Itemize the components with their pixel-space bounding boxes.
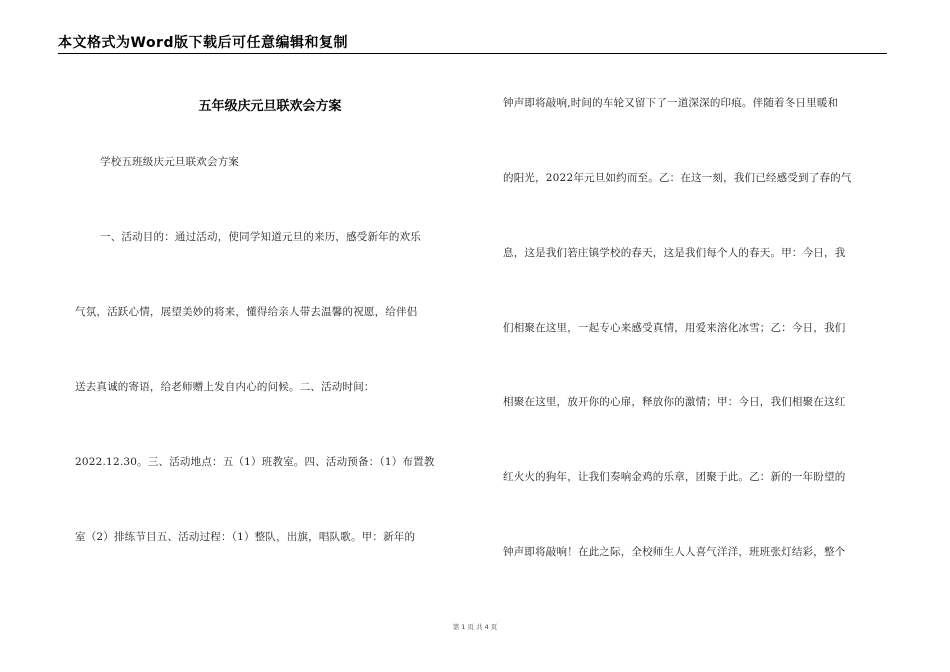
- right-line-5: 红火火的狗年，让我们奏响金鸡的乐章，团聚于此。乙：新的一年盼望的: [503, 471, 846, 483]
- page-title: 五年级庆元旦联欢会方案: [198, 99, 342, 114]
- right-line-3: 们相聚在这里，一起专心来感受真情，用爱来溶化冰雪；乙：今日，我们: [503, 322, 846, 334]
- page-footer: 第 1 页 共 4 页: [452, 623, 498, 631]
- right-line-6: 钟声即将敲响！在此之际，全校师生人人喜气洋洋，班班张灯结彩，整个: [503, 546, 846, 558]
- left-line-3: 送去真诚的寄语，给老师赠上发自内心的问候。二、活动时间：: [75, 381, 375, 393]
- left-line-2: 气氛，活跃心情，展望美妙的将来，懂得给亲人带去温馨的祝愿，给伴侣: [75, 306, 418, 318]
- right-line-1: 的阳光，2022年元旦如约而至。乙：在这一刻，我们已经感受到了春的气: [503, 172, 852, 184]
- right-line-4: 相聚在这里，放开你的心扉，释放你的激情；甲：今日，我们相聚在这红: [503, 396, 846, 408]
- left-line-0: 学校五班级庆元旦联欢会方案: [100, 156, 240, 168]
- right-line-2: 息，这是我们箬庄镇学校的春天，这是我们每个人的春天。甲：今日，我: [503, 247, 846, 259]
- left-line-4: 2022.12.30。三、活动地点：五（1）班教室。四、活动预备：（1）布置教: [75, 456, 435, 468]
- banner-divider: [58, 53, 887, 54]
- left-line-1: 一、活动目的：通过活动，使同学知道元旦的来历，感受新年的欢乐: [100, 231, 421, 243]
- right-line-0: 钟声即将敲响,时间的车轮又留下了一道深深的印痕。伴随着冬日里暖和: [503, 97, 839, 109]
- left-line-5: 室（2）排练节目五、活动过程：（1）整队，出旗，唱队歌。甲：新年的: [75, 531, 416, 543]
- document-banner: 本文格式为Word版下载后可任意编辑和复制: [58, 35, 348, 51]
